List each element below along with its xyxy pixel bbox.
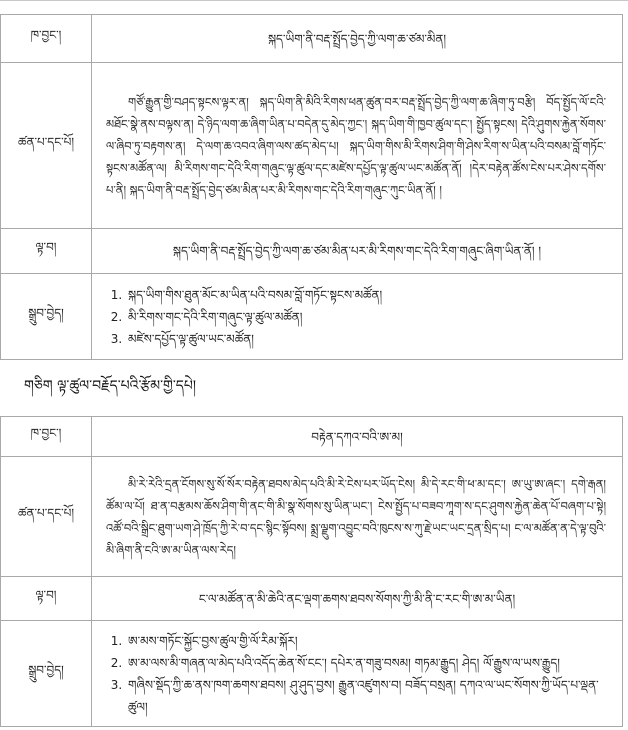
- row-label-title: ཁ་བྱང་།: [1, 15, 92, 63]
- table-row: [1, 229, 623, 274]
- row-label-proof: སྒྲུབ་བྱེད།: [1, 621, 92, 727]
- title-cell: སྐད་ཡིག་ནི་བརྡ་སྤྲོད་བྱེད་ཀྱི་ལག་ཆ་ཙམ་མིན།: [92, 15, 623, 63]
- table-row: [1, 621, 623, 727]
- row-label-view: ལྟ་བ།: [1, 577, 92, 621]
- paragraph-text: གཙོ་རྒྱུན་གྱི་བཤད་སྟངས་ལྟར་ན། སྐད་ཡིག་ནི་མིའི་རིགས་ཕན་ཚུན་བར་བརྡ་སྤྲོད་བྱེད་ཀྱི་ལག་ཆ་ཞིག་ཏུ་བརྩི། བོད་སྤྱོད་ལོ་ངའི་མཐོང་སྣེ་ནས་བལྟས་ན། དེ་ཉིད་ལག་ཆ་ཞིག་ཡིན་པ་བདེན་དུ་མེད་ཀྱང་། སྐད་ཡིག་གི་ཁྱབ་ཚུལ་དང་། སྤྱོད་སྟངས། དེའི་ཤུགས་རྐྱེན་སོགས་ལ་ཞིབ་ཏུ་བརྟགས་ན། དེ་ལག་ཆ་འབའ་ཞིག་ལས་ཚད་མེད་པ། སྐད་ཡིག་གིས་མི་རིགས་ཤིག་གི་ཤེས་རིག་ས་ཡིན་པའི་བསམ་བློ་གཏོང་སྟངས་མཚོན་ལ། མི་རིགས་གང་དེའི་རིག་གཞུང་ལྟ་ཚུལ་དང་མཛེས་དཔྱོད་ལྟ་ཚུལ་ཡང་མཚོན་ནོ། །དེར་བརྟེན་ཚོས་ངེས་པར་ཤེས་དགོས་པ་ནི། སྐད་ཡིག་ནི་བརྡ་སྤྲོད་བྱེད་ཙམ་མིན་པར་མི་རིགས་གང་དེའི་རིག་གཞུང་ཀུང་ཡིན་ནོ། །: [106, 94, 606, 197]
- proof-list: [92, 278, 622, 356]
- row-label-view: ལྟ་བ།: [1, 229, 92, 274]
- paragraph-text: མི་རེ་རེའི་དྲན་ངོགས་སུ་སོ་སོར་བརྟེན་ཐབས་མེད་པའི་མི་རེ་ངེས་པར་ཡོད་ངེས། མི་དེ་རང་གི་ཕ་མ་དང་། ཨ་ཡུ་ཨ་ཞང་། དགེ་རྒན། ཚོམ་ལ་པོ། ཐ་ན་བརྩམས་ཆོས་ཤིག་གི་ནང་གི་མི་སྣ་སོགས་སུ་ཡིན་ཡང་། ངེས་སྤྱོད་པ་བཟབ་ཀཱག་ས་དང་ཤུགས་རྐྱེན་ཆེན་པོ་བཞག་པ་སྟེ། འཚོ་བའི་སྒྲིང་ཐུག་ཡག་ཤེ་ཁྲོད་ཀྱི་རེ་བ་དང་སྙིང་སྟོབས། སྨྲ་ལྗུག་འབྱུང་བའི་ཁུངས་ས་ཀུ་རྗེ་ཡང་ཡང་དྲན་སྲིད་པ། ང་ལ་མཚོན་ན་དེ་ལྟ་བུའི་མི་ཞིག་ནི་ངའི་ཨ་མ་ཡིན་ལས་རེད།: [106, 476, 606, 557]
- table-row: [1, 15, 623, 63]
- table-row: [1, 274, 623, 360]
- row-label-paragraph: ཚན་པ་དང་པོ།: [1, 63, 92, 229]
- table-row: [1, 417, 623, 457]
- section-heading: གཅིག ལྟ་ཚུལ་བརྗོད་པའི་རྩོམ་གྱི་དཔེ།: [24, 378, 196, 394]
- title-cell: བརྟེན་དཀའ་བའི་ཨ་མ།: [92, 417, 623, 457]
- structure-table-1: [0, 14, 623, 360]
- structure-table-2: [0, 416, 623, 727]
- row-label-title: ཁ་བྱང་།: [1, 417, 92, 457]
- proof-cell: [92, 621, 623, 727]
- row-label-paragraph: ཚན་པ་དང་པོ།: [1, 457, 92, 577]
- top-divider: [0, 0, 628, 1]
- paragraph-cell: [92, 63, 623, 229]
- table-row: [1, 63, 623, 229]
- list-item: 1. ཨ་མས་གཏོང་སྐྱོང་བྱས་ཚུལ་གྱི་ལོ་རིམ་སྐོར།: [126, 630, 614, 652]
- list-item: 2. མི་རིགས་གང་དེའི་རིག་གཞུང་ལྟ་ཚུལ་མཚོན།: [126, 306, 614, 328]
- list-item: 2. ཨ་མ་ལས་མི་གཞན་ལ་མེད་པའི་འདོད་ཆེན་སོ་ངང་། དཔེར་ན་གཟུ་བསམ། གཏམ་རྒྱུད། ཤེད། ལོ་རྒྱུས་ལ་ཡས་རྒྱུད།: [126, 652, 614, 674]
- table-row: [1, 577, 623, 621]
- list-item: 3. མཛེས་དཔྱོད་ལྟ་ཚུལ་ཡང་མཚོན།: [126, 328, 614, 350]
- proof-list: [92, 624, 622, 724]
- view-cell: ང་ལ་མཚོན་ན་མི་ཆེའི་ནང་ལྡག་ཆགས་ཐབས་སོགས་ཀྱི་མི་ནི་ང་རང་གི་ཨ་མ་ཡིན།: [92, 577, 623, 621]
- list-item: 1. སྐད་ཡིག་གིས་ཐུན་མོང་མ་ཡིན་པའི་བསམ་བློ་གཏོང་སྟངས་མཚོན།: [126, 284, 614, 306]
- row-label-proof: སྒྲུབ་བྱེད།: [1, 274, 92, 360]
- proof-cell: [92, 274, 623, 360]
- table-row: [1, 457, 623, 577]
- view-cell: སྐད་ཡིག་ནི་བརྡ་སྤྲོད་བྱེད་ཀྱི་ལག་ཆ་ཙམ་མིན་པར་མི་རིགས་གང་དེའི་རིག་གཞུང་ཞིག་ཡིན་ནོ། །: [92, 229, 623, 274]
- list-item: 3. གཞིས་སྡོད་ཀྱི་ཆ་ནས་ཁག་ཆགས་ཐབས། ཤུ་ཤུད་བྱས། རྒྱུན་འཛུགས་བ། བཟོད་བསྲན། དཀའ་ལ་ཡང་སོགས་ཀྱི་ཡོད་པ་ལྡན་ཚུལ།: [126, 674, 614, 718]
- paragraph-cell: [92, 457, 623, 577]
